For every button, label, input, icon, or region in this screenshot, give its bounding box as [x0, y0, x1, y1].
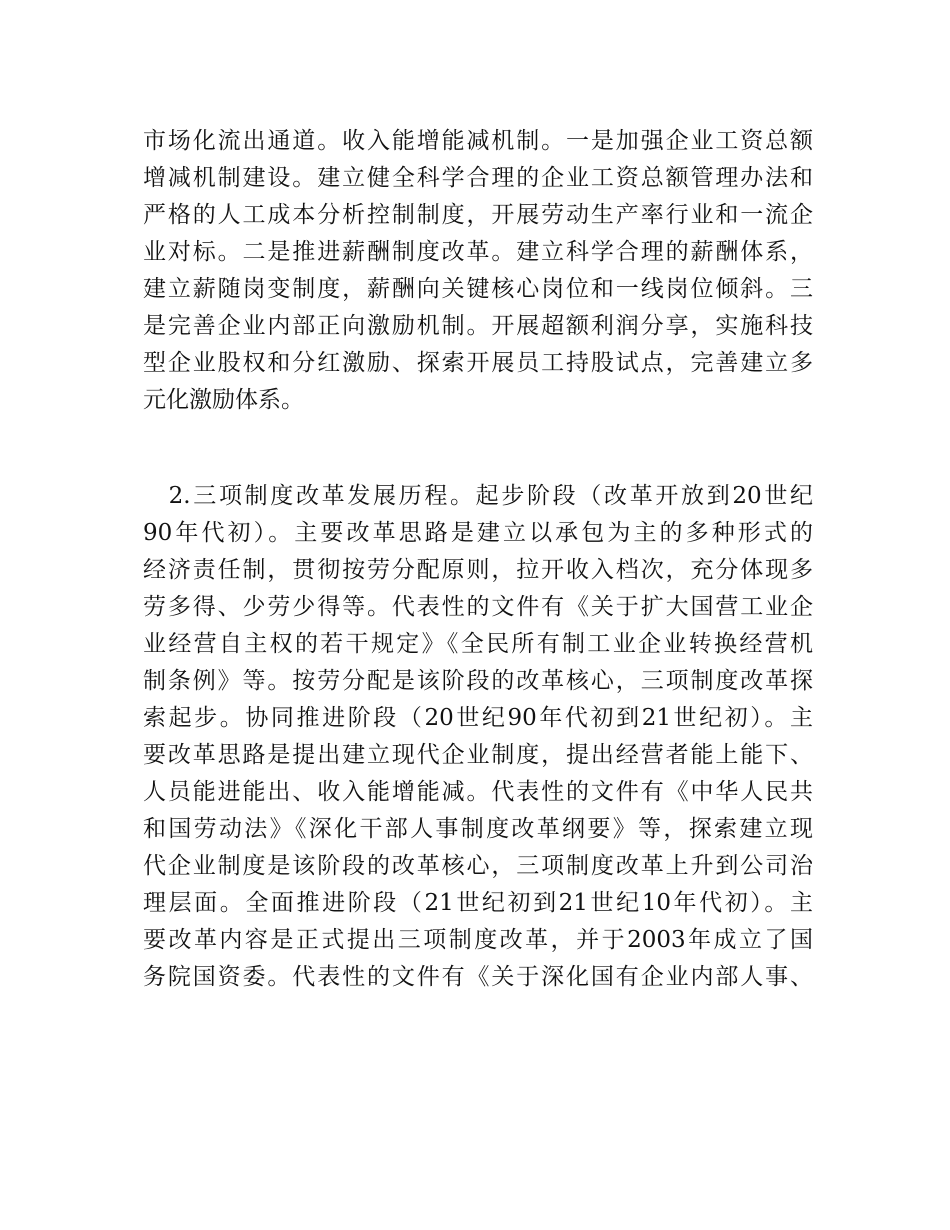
text-line: 市场化流出通道。收入能增能减机制。一是加强企业工资总额: [143, 128, 813, 154]
text-line: 代企业制度是该阶段的改革核心，三项制度改革上升到公司治: [143, 853, 813, 879]
text-line: 2.三项制度改革发展历程。起步阶段（改革开放到20世纪: [143, 483, 813, 509]
text-line: 人员能进能出、收入能增能减。代表性的文件有《中华人民共: [143, 779, 813, 805]
text-line: 索起步。协同推进阶段（20世纪90年代初到21世纪初）。主: [143, 705, 813, 731]
text-line: 型企业股权和分红激励、探索开展员工持股试点，完善建立多: [143, 350, 813, 376]
text-line: 业经营自主权的若干规定》《全民所有制工业企业转换经营机: [143, 631, 813, 657]
paragraph-2: [143, 478, 813, 996]
text-line: 制条例》等。按劳分配是该阶段的改革核心，三项制度改革探: [143, 668, 813, 694]
text-line: 业对标。二是推进薪酬制度改革。建立科学合理的薪酬体系，: [143, 239, 813, 265]
text-line: 元化激励体系。: [143, 387, 304, 413]
text-line: 要改革思路是提出建立现代企业制度，提出经营者能上能下、: [143, 742, 813, 768]
text-line: 经济责任制，贯彻按劳分配原则，拉开收入档次，充分体现多: [143, 557, 813, 583]
text-line: 要改革内容是正式提出三项制度改革，并于2003年成立了国: [143, 927, 813, 953]
text-line: 是完善企业内部正向激励机制。开展超额利润分享，实施科技: [143, 313, 813, 339]
text-line: 增减机制建设。建立健全科学合理的企业工资总额管理办法和: [143, 165, 813, 191]
text-line: 90年代初）。主要改革思路是建立以承包为主的多种形式的: [143, 520, 813, 546]
text-line: 建立薪随岗变制度，薪酬向关键核心岗位和一线岗位倾斜。三: [143, 276, 813, 302]
text-line: 务院国资委。代表性的文件有《关于深化国有企业内部人事、: [143, 964, 813, 990]
text-line: 和国劳动法》《深化干部人事制度改革纲要》等，探索建立现: [143, 816, 813, 842]
text-line: 严格的人工成本分析控制制度，开展劳动生产率行业和一流企: [143, 202, 813, 228]
text-line: 理层面。全面推进阶段（21世纪初到21世纪10年代初）。主: [143, 890, 813, 916]
text-line: 劳多得、少劳少得等。代表性的文件有《关于扩大国营工业企: [143, 594, 813, 620]
paragraph-1: [143, 123, 813, 419]
